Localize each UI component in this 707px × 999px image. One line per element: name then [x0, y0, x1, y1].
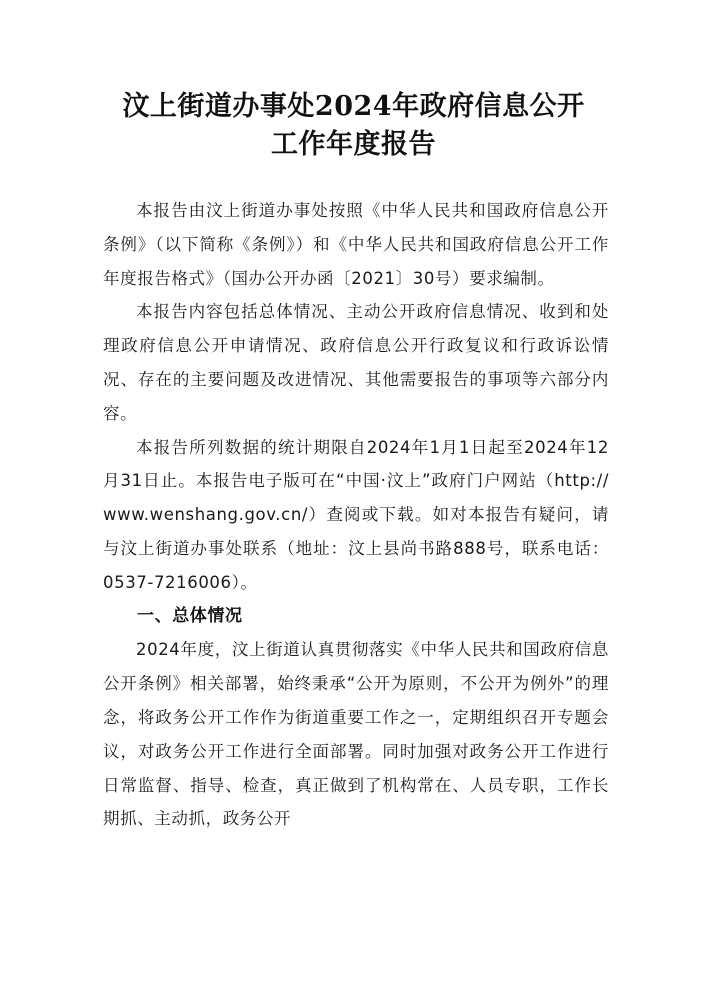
intro-paragraph-basis: 本报告由汶上街道办事处按照《中华人民共和国政府信息公开条例》（以下简称《条例》）和《中华人民共和国政府信息公开工作年度报告格式》（国办公开办函〔2021〕30号）要求编制。	[103, 201, 609, 288]
document-body	[103, 194, 609, 836]
intro-paragraph-period-contact: 本报告所列数据的统计期限自2024年1月1日起至2024年12月31日止。本报告电子版可在“中国·汶上”政府门户网站（http://www.wenshang.gov.cn/）查阅或下载。如对本报告有疑问，请与汶上街道办事处联系（地址：汶上县尚书路888号，联系电话：0537-7216006）。	[103, 437, 609, 592]
title-line-2: 工作年度报告	[271, 129, 436, 160]
document-title	[0, 88, 707, 164]
title-line-1: 汶上街道办事处2024年政府信息公开	[122, 91, 585, 122]
section-heading-overview: 一、总体情况	[137, 605, 243, 626]
intro-paragraph-scope: 本报告内容包括总体情况、主动公开政府信息情况、收到和处理政府信息公开申请情况、政府信息公开行政复议和行政诉讼情况、存在的主要问题及改进情况、其他需要报告的事项等六部分内容。	[103, 302, 609, 423]
section-paragraph-overview: 2024年度，汶上街道认真贯彻落实《中华人民共和国政府信息公开条例》相关部署，始终秉承“公开为原则，不公开为例外”的理念，将政务公开工作作为街道重要工作之一，定期组织召开专题会议，对政务公开工作进行全面部署。同时加强对政务公开工作进行日常监督、指导、检查，真正做到了机构常在、人员专职，工作长期抓、主动抓，政务公开	[103, 640, 609, 829]
